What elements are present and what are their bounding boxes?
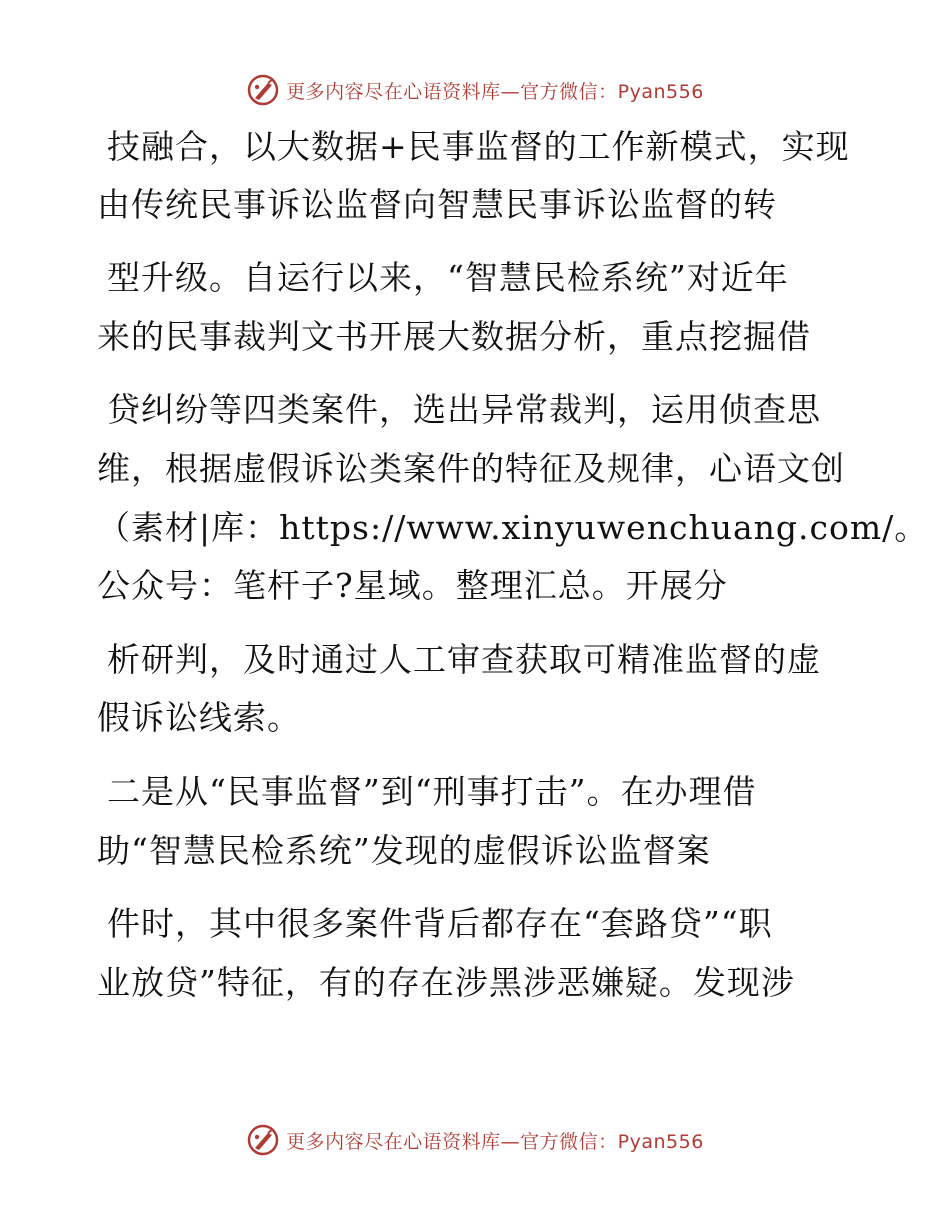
text-line: 假诉讼线索。 [97,698,301,737]
footer-banner-text: 更多内容尽在心语资料库—官方微信：Pyan556 [286,1130,704,1153]
text-line: 助“智慧民检系统”发现的虚假诉讼监督案 [97,831,711,870]
text-line: 型升级。自运行以来，“智慧民检系统”对近年 [107,258,789,297]
text-line: （素材|库：https://www.xinyuwenchuang.com/。 [97,508,929,547]
text-line: 析研判，及时通过人工审查获取可精准监督的虚 [107,640,821,679]
text-line: 二是从“民事监督”到“刑事打击”。在办理借 [107,772,757,811]
text-line: 件时，其中很多案件背后都存在“套路贷”“职 [107,904,773,943]
text-line: 公众号：笔杆子?星域。整理汇总。开展分 [97,566,728,605]
text-line: 业放贷”特征，有的存在涉黑涉恶嫌疑。发现涉 [97,963,795,1002]
text-line: 技融合，以大数据+民事监督的工作新模式，实现 [107,127,850,166]
text-line: 由传统民事诉讼监督向智慧民事诉讼监督的转 [97,185,777,224]
text-line: 来的民事裁判文书开展大数据分析，重点挖掘借 [97,317,811,356]
header-banner-text: 更多内容尽在心语资料库—官方微信：Pyan556 [286,80,704,103]
quill-seal-icon [246,1123,280,1157]
text-line: 维，根据虚假诉讼类案件的特征及规律，心语文创 [97,449,845,488]
footer-banner [0,1120,950,1160]
text-line: 贷纠纷等四类案件，选出异常裁判，运用侦查思 [107,390,821,429]
